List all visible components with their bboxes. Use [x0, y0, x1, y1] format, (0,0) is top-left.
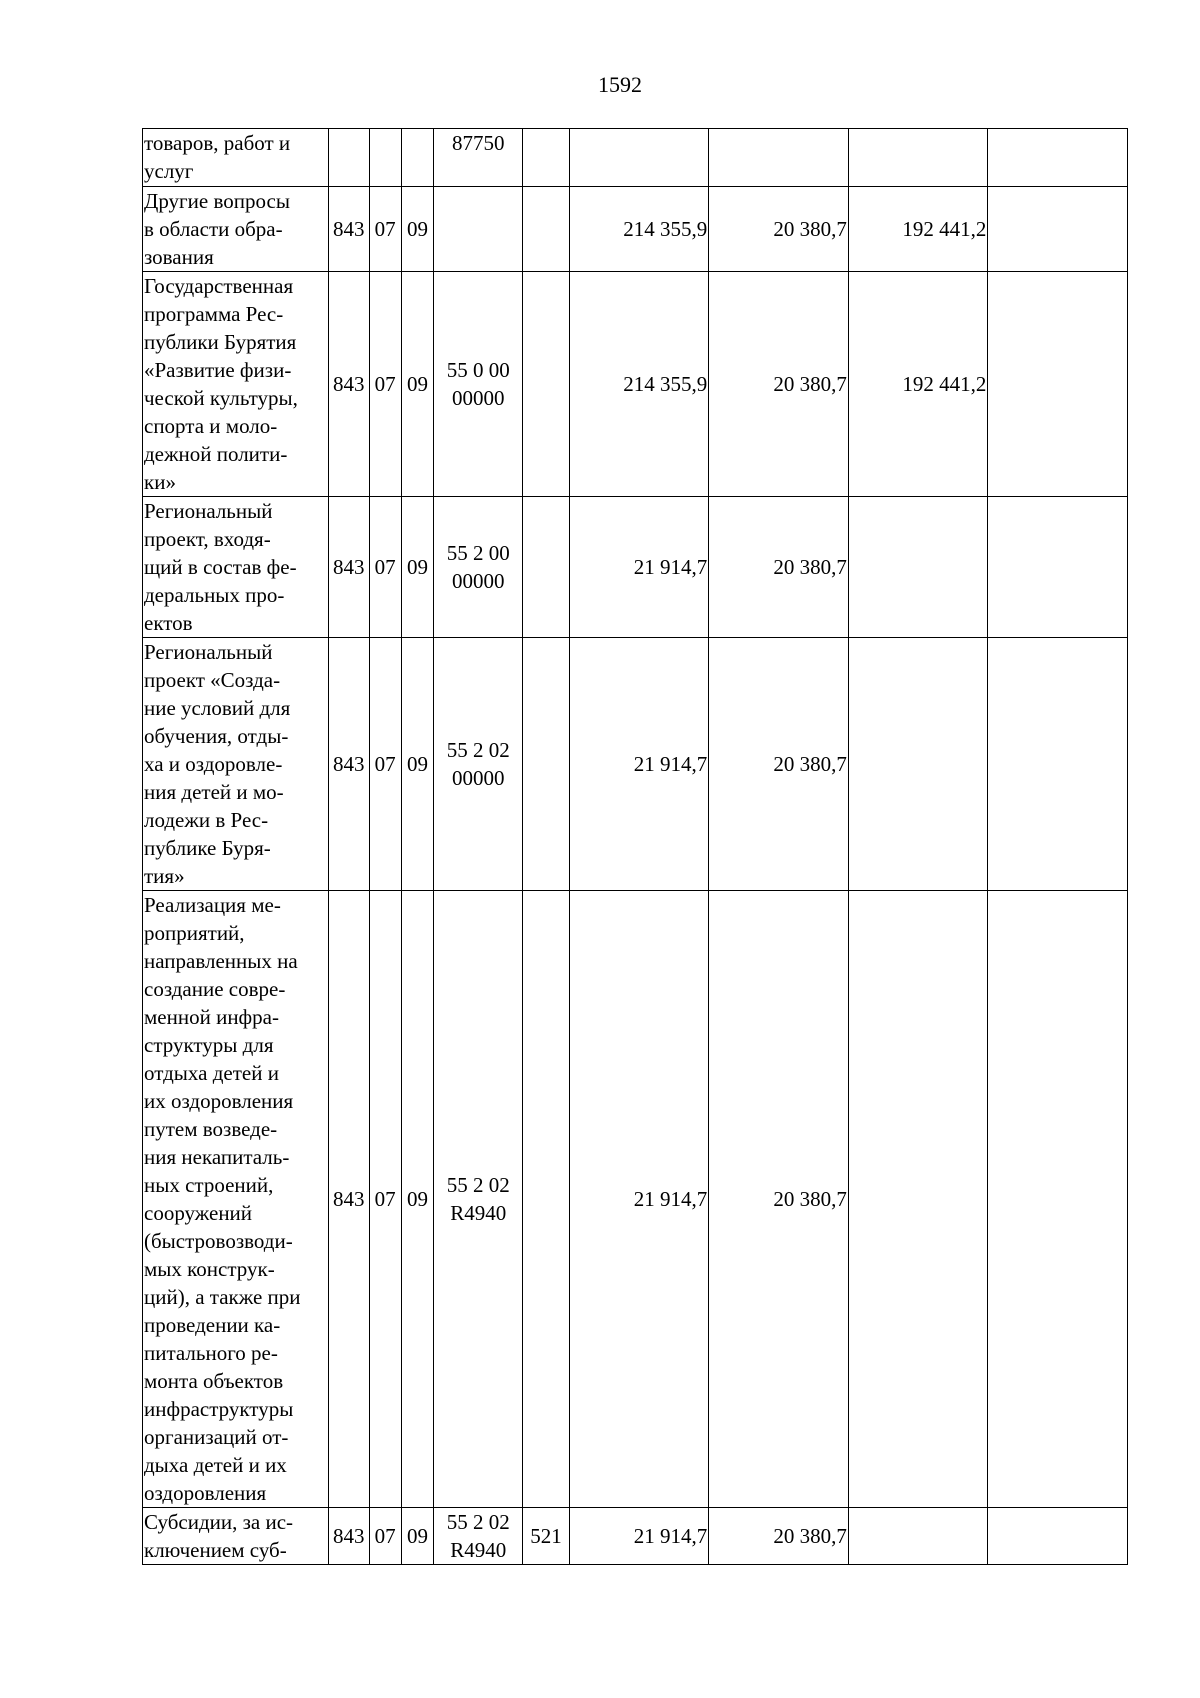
cell-sum2: 20 380,7 [709, 891, 849, 1508]
page-number: 1592 [598, 72, 642, 97]
cell-sum1 [569, 129, 709, 187]
table-row [143, 272, 1128, 497]
cell-sum3: 192 441,2 [848, 187, 988, 272]
table-row [143, 129, 1128, 187]
cell-sum4 [988, 1508, 1128, 1565]
cell-rz [369, 129, 401, 187]
cell-sum1: 214 355,9 [569, 187, 709, 272]
table-row [143, 891, 1128, 1508]
table-body [143, 129, 1128, 1565]
table-row [143, 638, 1128, 891]
cell-sum4 [988, 497, 1128, 638]
table-row [143, 497, 1128, 638]
cell-vr [523, 638, 570, 891]
cell-pr [401, 129, 433, 187]
cell-sum2: 20 380,7 [709, 187, 849, 272]
cell-pr: 09 [401, 497, 433, 638]
cell-sum4 [988, 129, 1128, 187]
table-row [143, 1508, 1128, 1565]
cell-ved: 843 [329, 638, 369, 891]
cell-name: Другие вопросы в области обра- зования [143, 187, 329, 272]
cell-ved: 843 [329, 272, 369, 497]
cell-ved: 843 [329, 497, 369, 638]
cell-pr: 09 [401, 1508, 433, 1565]
cell-sum4 [988, 891, 1128, 1508]
cell-sum2: 20 380,7 [709, 638, 849, 891]
cell-name: Субсидии, за ис- ключением суб- [143, 1508, 329, 1565]
cell-sum1: 214 355,9 [569, 272, 709, 497]
cell-sum3: 192 441,2 [848, 272, 988, 497]
cell-csr: 55 2 02 00000 [434, 638, 523, 891]
table-row [143, 187, 1128, 272]
cell-sum3 [848, 1508, 988, 1565]
cell-sum4 [988, 638, 1128, 891]
cell-sum2: 20 380,7 [709, 1508, 849, 1565]
cell-rz: 07 [369, 187, 401, 272]
cell-vr [523, 891, 570, 1508]
cell-sum2: 20 380,7 [709, 497, 849, 638]
cell-vr [523, 272, 570, 497]
cell-csr: 55 2 02 R4940 [434, 891, 523, 1508]
cell-csr: 55 0 00 00000 [434, 272, 523, 497]
cell-name: Государственная программа Рес- публики Бурятия «Развитие физи- ческой культуры, спорта и моло- дежной полити- ки» [143, 272, 329, 497]
cell-ved [329, 129, 369, 187]
cell-sum1: 21 914,7 [569, 1508, 709, 1565]
cell-rz: 07 [369, 1508, 401, 1565]
cell-vr [523, 129, 570, 187]
cell-rz: 07 [369, 272, 401, 497]
cell-csr: 55 2 02 R4940 [434, 1508, 523, 1565]
cell-vr [523, 187, 570, 272]
cell-vr [523, 497, 570, 638]
budget-table [142, 128, 1128, 1565]
cell-csr: 55 2 00 00000 [434, 497, 523, 638]
cell-csr: 87750 [434, 129, 523, 187]
cell-sum3 [848, 891, 988, 1508]
cell-vr: 521 [523, 1508, 570, 1565]
cell-sum3 [848, 638, 988, 891]
cell-pr: 09 [401, 891, 433, 1508]
cell-name: Региональный проект «Созда- ние условий для обучения, отды- ха и оздоровле- ния детей и мо- лодежи в Рес- публике Буря- тия» [143, 638, 329, 891]
cell-sum4 [988, 272, 1128, 497]
cell-rz: 07 [369, 891, 401, 1508]
cell-rz: 07 [369, 497, 401, 638]
cell-pr: 09 [401, 638, 433, 891]
cell-name: Региональный проект, входя- щий в состав фе- деральных про- ектов [143, 497, 329, 638]
cell-ved: 843 [329, 187, 369, 272]
cell-sum4 [988, 187, 1128, 272]
cell-pr: 09 [401, 272, 433, 497]
cell-ved: 843 [329, 891, 369, 1508]
cell-sum2: 20 380,7 [709, 272, 849, 497]
cell-sum2 [709, 129, 849, 187]
cell-ved: 843 [329, 1508, 369, 1565]
cell-sum3 [848, 497, 988, 638]
cell-rz: 07 [369, 638, 401, 891]
cell-name: Реализация ме- роприятий, направленных на создание совре- менной инфра- структуры для отдыха детей и их оздоровления путем возведе- ния некапиталь- ных строений, сооружений (быстровозводи- мых конструк- ций), а также при проведении ка- питального ре- монта объектов инфраструктуры организаций от- дыха детей и их оздоровления [143, 891, 329, 1508]
cell-sum1: 21 914,7 [569, 891, 709, 1508]
cell-sum3 [848, 129, 988, 187]
cell-name: товаров, работ и услуг [143, 129, 329, 187]
cell-sum1: 21 914,7 [569, 497, 709, 638]
cell-csr [434, 187, 523, 272]
cell-sum1: 21 914,7 [569, 638, 709, 891]
cell-pr: 09 [401, 187, 433, 272]
